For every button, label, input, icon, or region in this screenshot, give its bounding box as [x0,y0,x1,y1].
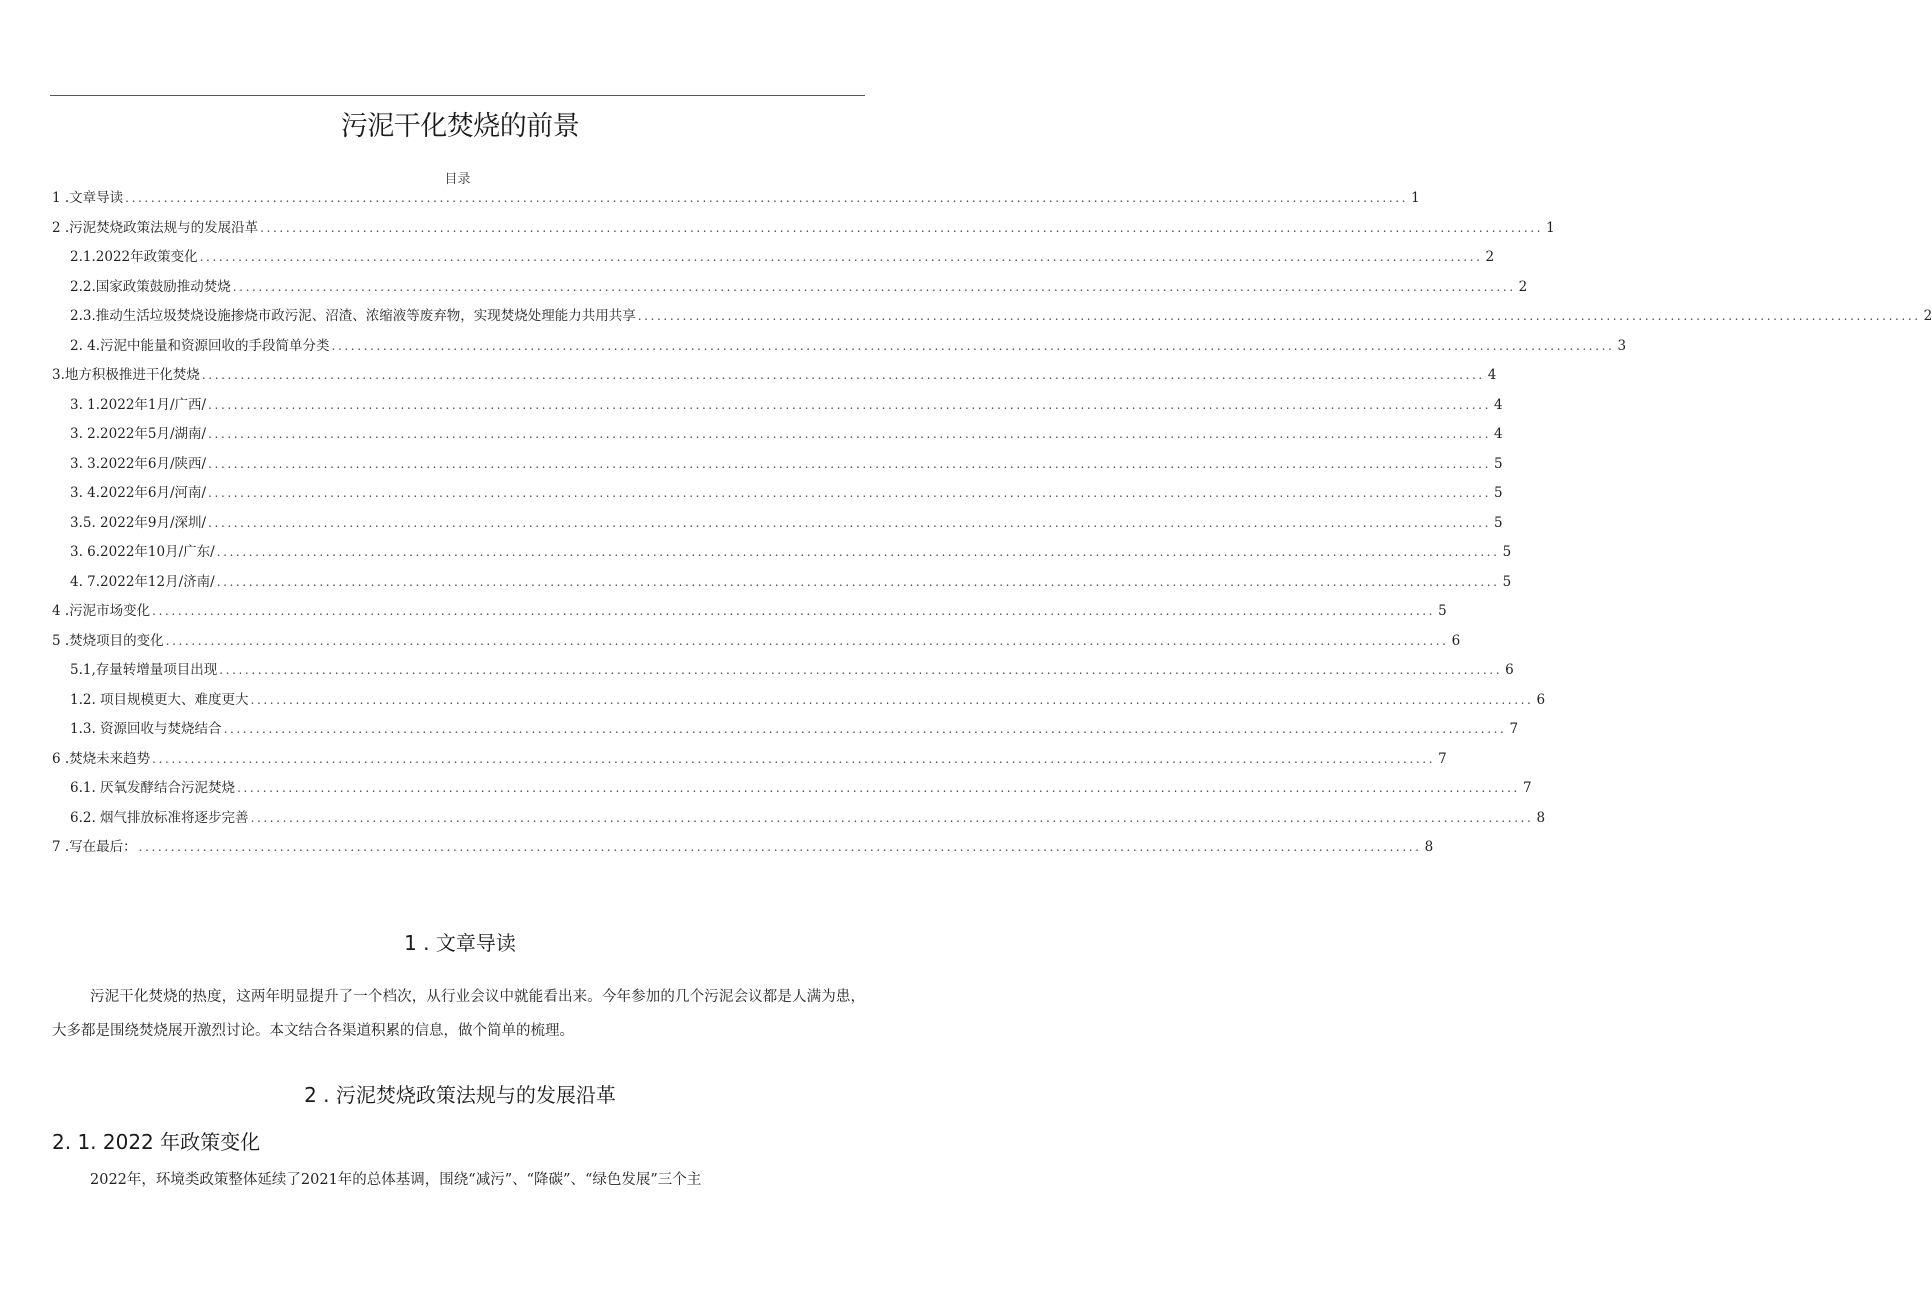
toc-dot-leader: ........................................................................................................................................................................................................ [216,545,1500,559]
toc-dot-leader: ........................................................................................................................................................................................................ [199,250,1483,264]
toc-entry-page-number: 5 [1502,573,1512,590]
toc-entry-label: 5 .焚烧项目的变化 [52,632,164,649]
toc-entry-label: 6.2. 烟气排放标准将逐步完善 [70,809,249,826]
toc-dot-leader: ........................................................................................................................................................................................................ [219,663,1503,677]
toc-entry-page-number: 2 [1518,278,1528,295]
toc-dot-leader: ........................................................................................................................................................................................................ [152,751,1436,766]
toc-dot-leader: ........................................................................................................................................................................................................ [208,486,1491,500]
toc-dot-leader: ........................................................................................................................................................................................................ [208,427,1491,441]
toc-dot-leader: ........................................................................................................................................................................................................ [637,309,1921,323]
section-2-1-paragraph: 2022年，环境类政策整体延续了2021年的总体基调，围绕“减污”、“降碳”、“绿色发展”三个主 [90,1172,702,1188]
toc-entry-page-number: 4 [1494,396,1503,413]
toc-entry[interactable] [52,627,1461,657]
toc-dot-leader: ........................................................................................................................................................................................................ [125,191,1409,205]
toc-entry-page-number: 5 [1502,544,1512,560]
toc-entry[interactable] [52,302,1932,332]
toc-entry-page-number: 1 [1411,190,1420,206]
toc-entry-label: 3.5. 2022年9月/深圳/ [70,514,207,531]
toc-dot-leader: ........................................................................................................................................................................................................ [250,692,1534,707]
toc-dot-leader: ........................................................................................................................................................................................................ [237,781,1520,795]
toc-entry-page-number: 7 [1438,750,1447,767]
toc-dot-leader: ........................................................................................................................................................................................................ [201,368,1485,382]
section-1-paragraph: 污泥干化焚烧的热度，这两年明显提升了一个档次，从行业会议中就能看出来。今年参加的几个污泥会议都是人满为患，大多都是围绕焚烧展开激烈讨论。本文结合各渠道积累的信息，做个简单的梳理。 [52,989,865,1039]
toc-entry-page-number: 1 [1546,219,1555,236]
toc-entry-label: 1 .文章导读 [52,190,124,206]
toc-heading: 目录 [444,172,471,187]
toc-entry-page-number: 4 [1494,426,1503,442]
toc-entry-label: 7 .写在最后： [52,839,137,855]
toc-entry[interactable] [52,715,1519,745]
toc-entry-page-number: 7 [1522,780,1532,796]
toc-entry-page-number: 6 [1536,691,1546,708]
document-title: 污泥干化焚烧的前景 [340,111,580,142]
toc-entry-page-number: 5 [1438,603,1447,619]
toc-entry-label: 2.2.国家政策鼓励推动焚烧 [70,278,231,295]
toc-entry[interactable] [52,450,1503,480]
toc-entry-label: 3. 4.2022年6月/河南/ [70,485,207,501]
toc-entry-label: 3. 2.2022年5月/湖南/ [70,426,207,442]
section-2-heading: 2 . 污泥焚烧政策法规与的发展沿革 [304,1083,616,1107]
toc-entry-page-number: 8 [1536,809,1546,826]
toc-entry[interactable] [52,833,1434,863]
toc-entry-page-number: 6 [1451,632,1461,649]
toc-entry-label: 3. 3.2022年6月/陕西/ [70,455,207,472]
toc-entry-page-number: 3 [1617,337,1627,354]
toc-entry[interactable] [52,391,1503,421]
toc-dot-leader: ........................................................................................................................................................................................................ [208,456,1491,471]
toc-entry[interactable] [52,509,1503,539]
toc-entry-page-number: 4 [1487,367,1497,383]
toc-entry[interactable] [52,597,1447,627]
toc-entry[interactable] [52,420,1503,450]
toc-entry-label: 2. 4.污泥中能量和资源回收的手段简单分类 [70,337,330,354]
toc-entry[interactable] [52,568,1512,598]
toc-entry[interactable] [52,273,1528,303]
toc-entry[interactable] [52,538,1512,568]
toc-entry-label: 1.2. 项目规模更大、难度更大 [70,691,249,708]
toc-entry[interactable] [52,214,1555,244]
section-2-1-heading: 2. 1. 2022 年政策变化 [52,1130,261,1154]
toc-entry[interactable] [52,656,1514,686]
toc-dot-leader: ........................................................................................................................................................................................................ [208,397,1491,412]
toc-entry[interactable] [52,804,1546,834]
toc-dot-leader: ........................................................................................................................................................................................................ [165,633,1449,648]
toc-entry-page-number: 5 [1494,514,1503,531]
toc-entry-page-number: 2 [1923,308,1932,324]
toc-entry[interactable] [52,774,1532,804]
toc-dot-leader: ........................................................................................................................................................................................................ [260,220,1544,235]
toc-dot-leader: ........................................................................................................................................................................................................ [331,338,1615,353]
toc-entry-label: 3. 6.2022年10月/广东/ [70,544,215,560]
toc-entry-page-number: 2 [1485,249,1495,265]
toc-entry[interactable] [52,745,1447,775]
toc-entry-label: 2.3.推动生活垃圾焚烧设施掺烧市政污泥、沼渣、浓缩液等废弃物，实现焚烧处理能力共用共享 [70,308,636,324]
toc-entry[interactable] [52,184,1420,214]
toc-dot-leader: ........................................................................................................................................................................................................ [216,574,1500,589]
toc-dot-leader: ........................................................................................................................................................................................................ [250,810,1534,825]
toc-dot-leader: ........................................................................................................................................................................................................ [138,840,1422,854]
toc-entry[interactable] [52,686,1546,716]
toc-entry-label: 2 .污泥焚烧政策法规与的发展沿革 [52,219,259,236]
toc-entry-page-number: 5 [1494,485,1503,501]
toc-entry[interactable] [52,332,1627,362]
toc-entry-page-number: 5 [1494,455,1503,472]
toc-dot-leader: ........................................................................................................................................................................................................ [208,515,1491,530]
toc-entry-label: 3.地方积极推进干化焚烧 [52,367,200,383]
toc-entry-page-number: 8 [1424,839,1434,855]
table-of-contents [52,184,1932,863]
toc-entry-label: 2.1.2022年政策变化 [70,249,198,265]
section-1-heading: 1 . 文章导读 [404,931,516,955]
toc-entry-label: 5.1,存量转增量项目出现 [70,662,218,678]
toc-dot-leader: ........................................................................................................................................................................................................ [232,279,1516,294]
toc-entry-label: 4. 7.2022年12月/济南/ [70,573,215,590]
toc-entry-page-number: 6 [1505,662,1514,678]
toc-entry-label: 1.3. 资源回收与焚烧结合 [70,721,222,737]
toc-entry-label: 4 .污泥市场变化 [52,603,151,619]
toc-entry-page-number: 7 [1509,721,1519,737]
toc-dot-leader: ........................................................................................................................................................................................................ [223,722,1507,736]
header-rule [50,95,865,96]
toc-dot-leader: ........................................................................................................................................................................................................ [152,604,1436,618]
toc-entry-label: 3. 1.2022年1月/广西/ [70,396,207,413]
toc-entry[interactable] [52,243,1495,273]
toc-entry-label: 6.1. 厌氧发酵结合污泥焚烧 [70,780,236,796]
toc-entry[interactable] [52,479,1503,509]
toc-entry-label: 6 .焚烧未来趋势 [52,750,151,767]
toc-entry[interactable] [52,361,1497,391]
